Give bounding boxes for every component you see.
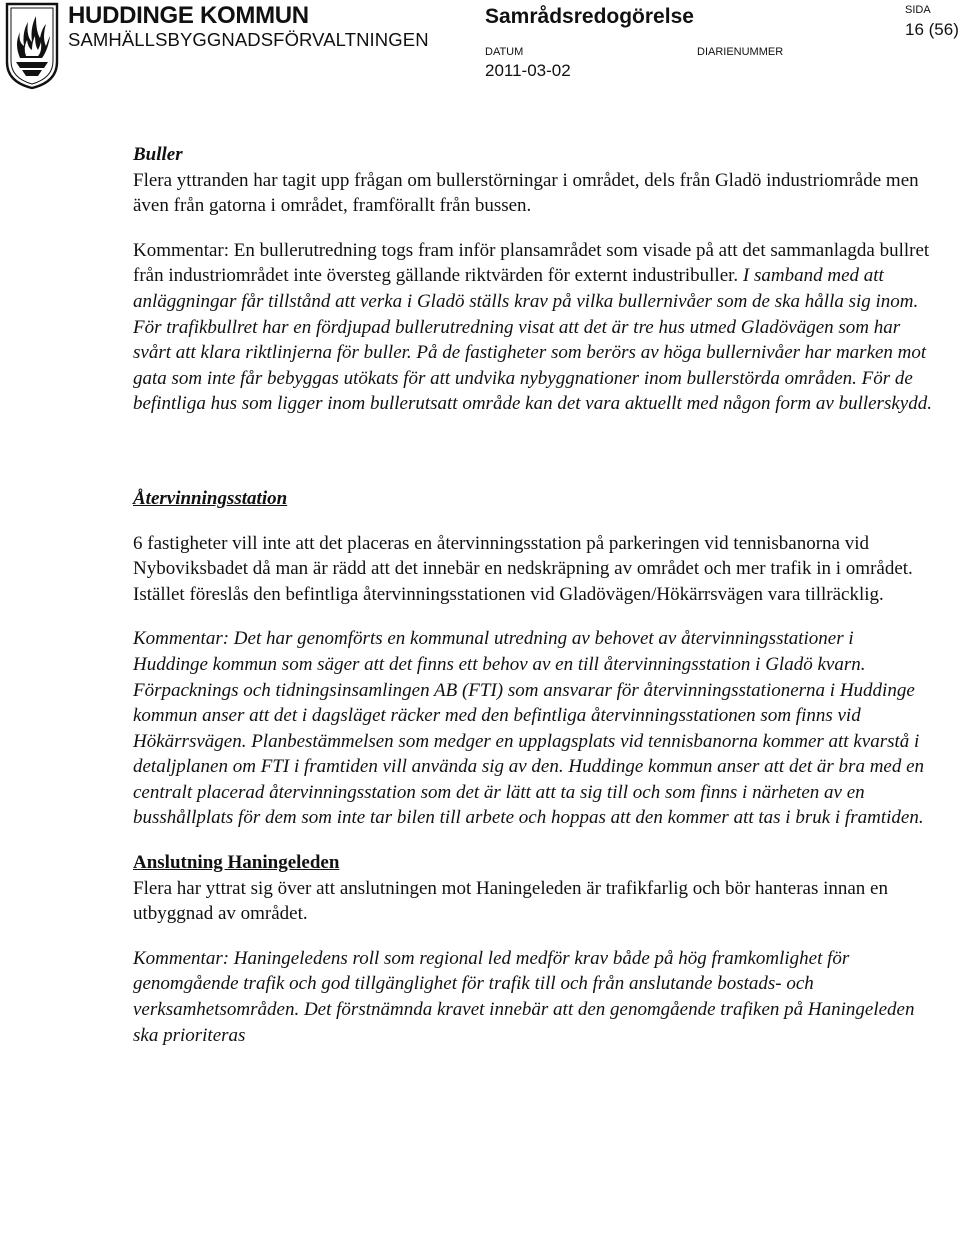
comment-haningeleden: Kommentar: Haningeledens roll som regional led medför krav både på hög framkomlighet för genomgående trafik och god tillgänglighet för trafik till och från anslutande bostads- och verksamhetsområden. Det förstnämnda kravet innebär att den genomgående trafiken på Haningeleden ska prioriteras <box>133 947 915 1046</box>
paragraph-haningeleden: Flera har yttrat sig över att anslutningen mot Haningeleden är trafikfarlig och bör hanteras innan en utbyggnad av området. <box>133 877 888 925</box>
date-value: 2011-03-02 <box>485 61 571 80</box>
registration-number-label: DIARIENUMMER <box>697 46 784 58</box>
paragraph-buller: Flera yttranden har tagit upp frågan om bullerstörningar i området, dels från Gladö industriområde men även från gatorna i området, framförallt från bussen. <box>133 169 919 217</box>
page-number: 16 (56) <box>905 20 959 39</box>
comment-atervinning: Kommentar: Det har genomförts en kommunal utredning av behovet av återvinningsstationer i Huddinge kommun som säger att det finns ett behov av en till återvinningsstation i Gladö kvarn. Förpacknings och tidningsinsamlingen AB (FTI) som ansvarar för återvinningsstationerna i Huddinge kommun anser att det i dagsläget räcker med den befintliga återvinningsstationen som finns vid Hökärrsvägen. Planbestämmelsen som medger en upplagsplats vid tennisbanorna kommer att kvarstå i detaljplanen om FTI i framtiden vill använda sig av den. Huddinge kommun anser att det är bra med en centralt placerad återvinningsstation som det är lätt att ta sig till och som finns i närheten av en busshållplats för dem som inte tar bilen till arbete och hoppas att den kommer att tas i bruk i framtiden. <box>133 628 925 829</box>
comment-buller <box>133 238 933 417</box>
date-label: DATUM <box>485 46 524 58</box>
section-heading-buller: Buller <box>133 144 183 165</box>
document-body <box>133 142 933 1048</box>
document-type-title: Samrådsredogörelse <box>485 5 694 28</box>
coat-of-arms-logo-icon <box>4 2 60 90</box>
section-heading-atervinning: Återvinningsstation <box>133 487 288 509</box>
page-label: SIDA <box>905 4 931 16</box>
comment-prefix: Kommentar: <box>133 239 234 261</box>
comment-upright-text: En bullerutredning togs fram inför plansamrådet som visade på att det sammanlagda bullret från industriområdet inte översteg gällande riktvärden för externt industribuller. <box>133 239 930 287</box>
organization-name: HUDDINGE KOMMUN <box>68 2 309 29</box>
department-name: SAMHÄLLSBYGGNADSFÖRVALTNINGEN <box>68 29 429 50</box>
section-heading-haningeleden: Anslutning Haningeleden <box>133 852 340 874</box>
comment-italic-text: I samband med att anläggningar får tillstånd att verka i Gladö ställs krav på vilka bullernivåer som de ska hålla sig inom. För trafikbullret har en fördjupad bullerutredning visat att det är tre hus utmed Gladövägen som har svårt att klara riktlinjerna för buller. På de fastigheter som berörs av höga bullernivåer har marken mot gata som inte får bebyggas utökats för att undvika nybyggnationer inom bullerstörda områden. För de befintliga hus som ligger inom bullerutsatt område kan det vara aktuellt med någon form av bullerskydd. <box>133 265 932 415</box>
paragraph-atervinning: 6 fastigheter vill inte att det placeras en återvinningsstation på parkeringen vid tennisbanorna vid Nyboviksbadet då man är rädd att det innebär en nedskräpning av området och mer trafik in i området. Istället föreslås den befintliga återvinningsstationen vid Gladövägen/Hökärrsvägen vara tillräcklig. <box>133 532 913 605</box>
